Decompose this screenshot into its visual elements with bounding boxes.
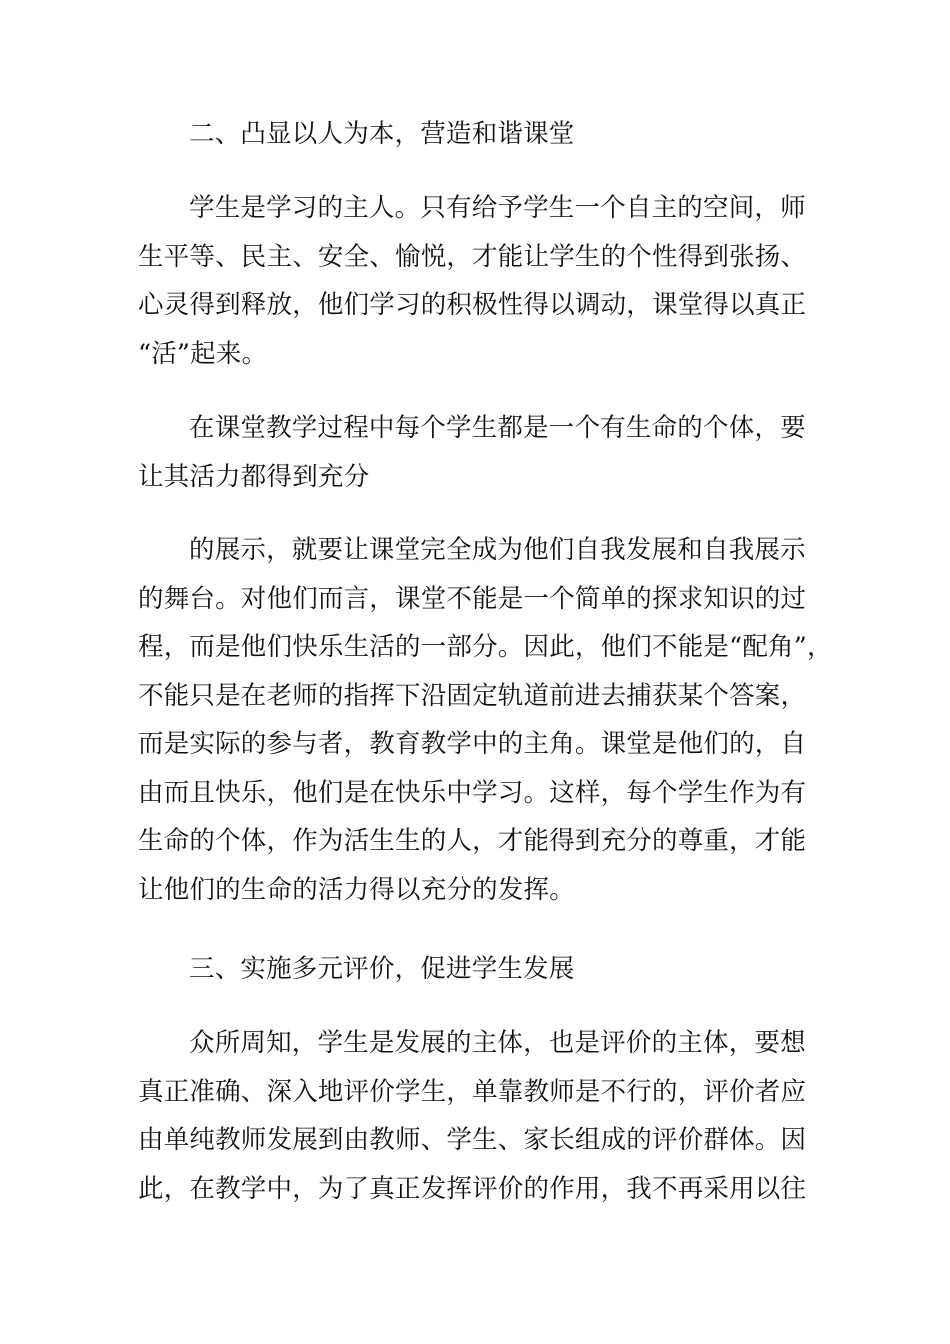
paragraph-line: 众所周知，学生是发展的主体，也是评价的主体，要想 [189, 1028, 806, 1058]
paragraph-line: 不能只是在老师的指挥下沿固定轨道前进去捕获某个答案， [138, 680, 807, 711]
paragraph-line: 生平等、民主、安全、愉悦，才能让学生的个性得到张扬、 [138, 241, 807, 272]
paragraph-2 [138, 404, 810, 501]
paragraph-line: 心灵得到释放，他们学习的积极性得以调动，课堂得以真正 [138, 290, 807, 320]
paragraph-line: “活”起来。 [138, 338, 268, 369]
paragraph-4 [138, 1019, 810, 1213]
paragraph-line: 的舞台。对他们而言，课堂不能是一个简单的探求知识的过 [138, 583, 807, 614]
paragraph-line: 此，在教学中，为了真正发挥评价的作用，我不再采用以往 [138, 1173, 807, 1204]
section-heading-2 [138, 110, 810, 159]
paragraph-line: 学生是学习的主人。只有给予学生一个自主的空间，师 [189, 193, 806, 223]
paragraph-line: 由而且快乐，他们是在快乐中学习。这样，每个学生作为有 [138, 777, 807, 808]
paragraph-3 [138, 526, 833, 914]
paragraph-line: 的展示，就要让课堂完全成为他们自我发展和自我展示 [189, 535, 806, 565]
paragraph-line: 生命的个体，作为活生生的人，才能得到充分的尊重，才能 [138, 826, 807, 856]
paragraph-line: 让其活力都得到充分 [138, 461, 370, 492]
paragraph-line: 由单纯教师发展到由教师、学生、家长组成的评价群体。因 [138, 1125, 807, 1155]
paragraph-line: 在课堂教学过程中每个学生都是一个有生命的个体，要 [189, 413, 806, 443]
paragraph-line: 而是实际的参与者，教育教学中的主角。课堂是他们的，自 [138, 729, 807, 759]
heading-text: 三、实施多元评价，促进学生发展 [189, 954, 575, 984]
heading-text: 二、凸显以人为本，营造和谐课堂 [189, 119, 575, 149]
paragraph-line: 程，而是他们快乐生活的一部分。因此，他们不能是“配角”， [138, 632, 833, 662]
section-heading-3 [138, 945, 810, 994]
paragraph-1 [138, 184, 810, 378]
paragraph-line: 让他们的生命的活力得以充分的发挥。 [138, 874, 575, 905]
paragraph-line: 真正准确、深入地评价学生，单靠教师是不行的，评价者应 [138, 1076, 807, 1107]
